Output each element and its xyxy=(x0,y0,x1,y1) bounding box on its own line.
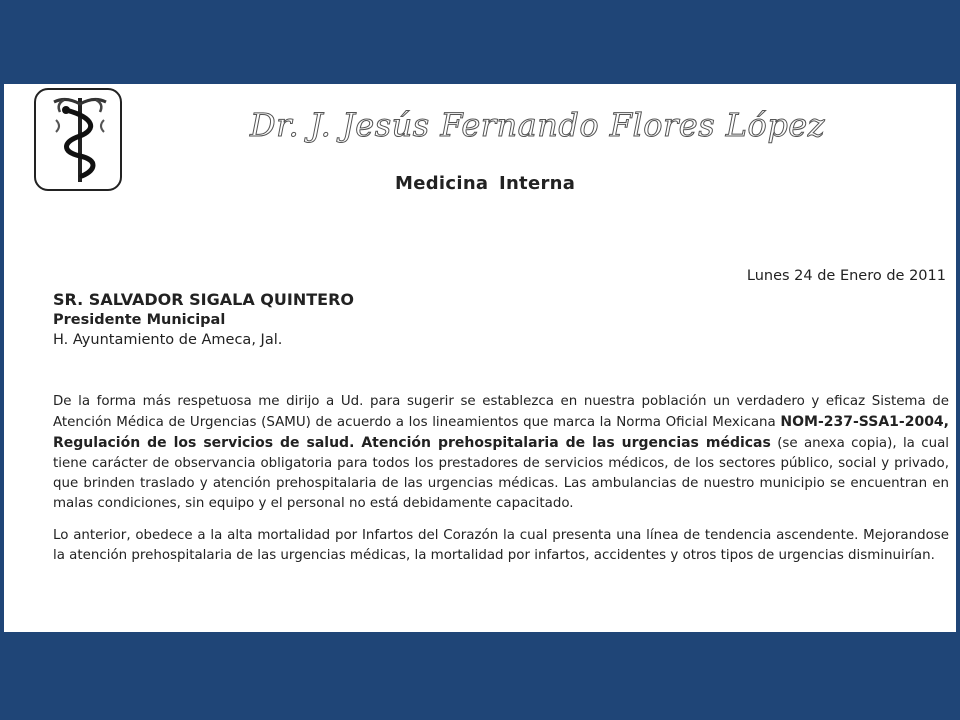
letter-body xyxy=(53,392,949,578)
body-paragraph-1 xyxy=(53,392,949,514)
recipient-organization: H. Ayuntamiento de Ameca, Jal. xyxy=(53,332,283,348)
recipient-name: SR. SALVADOR SIGALA QUINTERO xyxy=(53,290,354,309)
letter-date: Lunes 24 de Enero de 2011 xyxy=(746,268,946,284)
paragraph-1-norm-reference: NOM-237-SSA1-2004, Regulación de los servicios de salud. Atención prehospitalaria de las urgencias médicas xyxy=(53,414,949,451)
doctor-name-header: Dr. J. Jesús Fernando Flores López xyxy=(250,106,826,144)
letter-page xyxy=(4,84,956,632)
recipient-role: Presidente Municipal xyxy=(53,312,226,328)
recipient-block xyxy=(53,288,354,351)
specialty-subtitle: Medicina Interna xyxy=(395,173,576,194)
paragraph-1-start: De la forma más respetuosa me dirijo a Ud. para sugerir se establezca en nuestra población un verdadero y eficaz Sistema de Atención Médica de Urgencias (SAMU) de acuerdo a los lineamientos que marca la Norma Oficial Mexicana xyxy=(53,394,949,430)
paragraph-1-end: (se anexa copia), la cual tiene carácter de observancia obligatoria para todos los prestadores de servicios médicos, de los sectores público, social y privado, que brinden traslado y atención prehospitalaria de las urgencias médicas. Las ambulancias de nuestro municipio se encuentran en malas condiciones, sin equipo y el personal no está debidamente capacitado. xyxy=(53,436,949,511)
caduceus-icon xyxy=(34,88,122,191)
body-paragraph-2: Lo anterior, obedece a la alta mortalidad por Infartos del Corazón la cual presenta una línea de tendencia ascendente. Mejorandose la atención prehospitalaria de las urgencias médicas, la mortalidad por infartos, accidentes y otros tipos de urgencias disminuirían. xyxy=(53,528,949,563)
